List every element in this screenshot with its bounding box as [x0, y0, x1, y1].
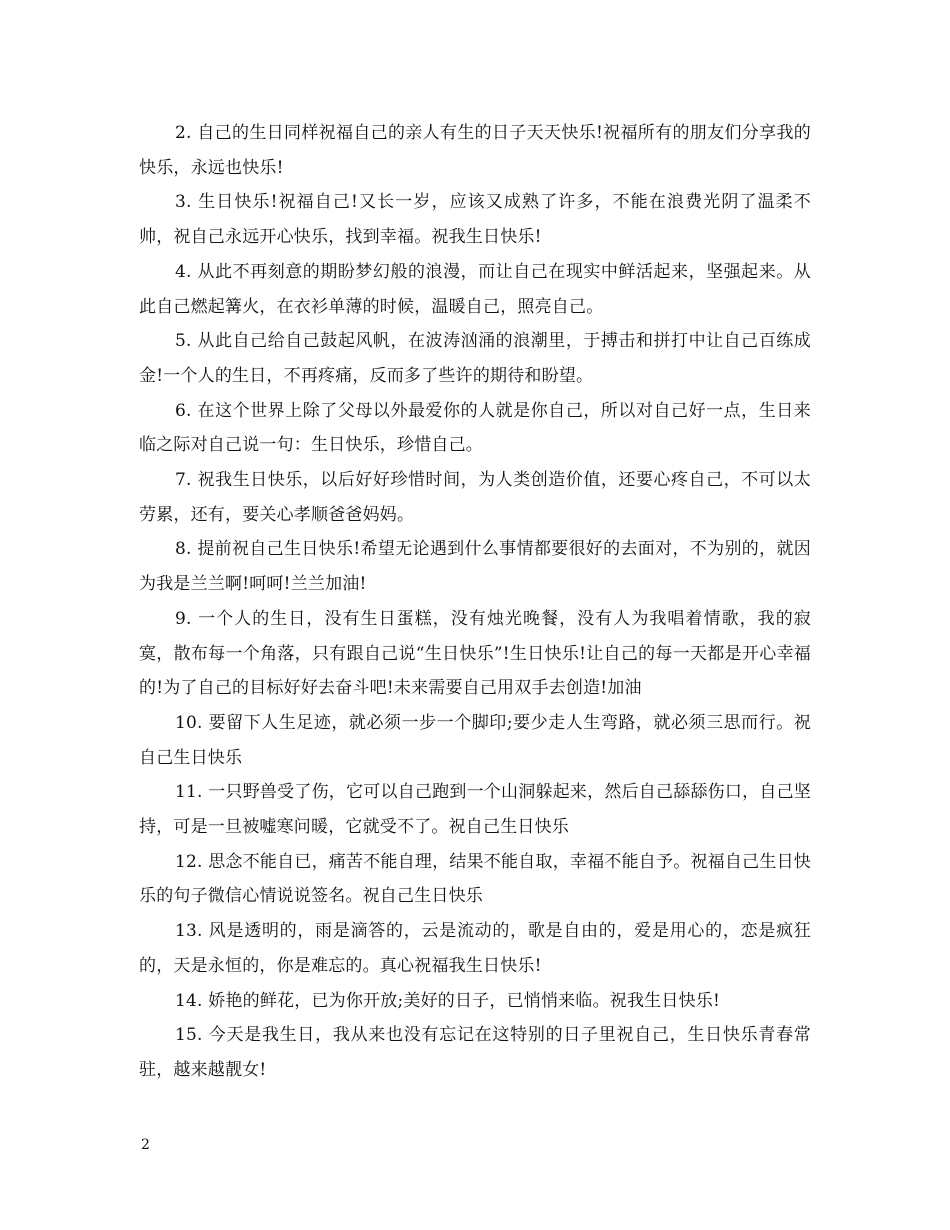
paragraph-11: 11. 一只野兽受了伤，它可以自己跑到一个山洞躲起来，然后自己舔舔伤口，自己坚持，可是一旦被嘘寒问暖，它就受不了。祝自己生日快乐 — [139, 782, 811, 838]
paragraph-10: 10. 要留下人生足迹，就必须一步一个脚印;要少走人生弯路，就必须三思而行。祝自己生日快乐 — [139, 712, 811, 768]
paragraph-15: 15. 今天是我生日，我从来也没有忘记在这特别的日子里祝自己，生日快乐青春常驻，越来越靓女! — [139, 1025, 811, 1080]
body-text — [139, 116, 811, 1088]
paragraph-2: 2. 自己的生日同样祝福自己的亲人有生的日子天天快乐!祝福所有的朋友们分享我的快乐，永远也快乐! — [139, 123, 811, 178]
paragraph-4: 4. 从此不再刻意的期盼梦幻般的浪漫，而让自己在现实中鲜活起来，坚强起来。从此自己燃起篝火，在衣衫单薄的时候，温暖自己，照亮自己。 — [139, 261, 811, 317]
paragraph-5: 5. 从此自己给自己鼓起风帆，在波涛汹涌的浪潮里，于搏击和拼打中让自己百练成金!一个人的生日，不再疼痛，反而多了些许的期待和盼望。 — [139, 331, 811, 386]
paragraph-14: 14. 娇艳的鲜花，已为你开放;美好的日子，已悄悄来临。祝我生日快乐! — [175, 990, 720, 1011]
paragraph-12: 12. 思念不能自已，痛苦不能自理，结果不能自取，幸福不能自予。祝福自己生日快乐的句子微信心情说说签名。祝自己生日快乐 — [139, 851, 811, 907]
page-number: 2 — [141, 1137, 150, 1153]
paragraph-9: 9. 一个人的生日，没有生日蛋糕，没有烛光晚餐，没有人为我唱着情歌，我的寂寞，散布每一个角落，只有跟自己说“生日快乐”!生日快乐!让自己的每一天都是开心幸福的!为了自己的目标好好去奋斗吧!未来需要自己用双手去创造!加油 — [139, 608, 811, 699]
paragraph-8: 8. 提前祝自己生日快乐!希望无论遇到什么事情都要很好的去面对，不为别的，就因为我是兰兰啊!呵呵!兰兰加油! — [139, 539, 811, 595]
paragraph-13: 13. 风是透明的，雨是滴答的，云是流动的，歌是自由的，爱是用心的，恋是疯狂的，天是永恒的，你是难忘的。真心祝福我生日快乐! — [139, 921, 811, 976]
paragraph-7: 7. 祝我生日快乐，以后好好珍惜时间，为人类创造价值，还要心疼自己，不可以太劳累，还有，要关心孝顺爸爸妈妈。 — [139, 470, 811, 525]
paragraph-3: 3. 生日快乐!祝福自己!又长一岁，应该又成熟了许多，不能在浪费光阴了温柔不帅，祝自己永远开心快乐，找到幸福。祝我生日快乐! — [139, 192, 811, 248]
paragraph-6: 6. 在这个世界上除了父母以外最爱你的人就是你自己，所以对自己好一点，生日来临之际对自己说一句：生日快乐，珍惜自己。 — [139, 400, 811, 456]
